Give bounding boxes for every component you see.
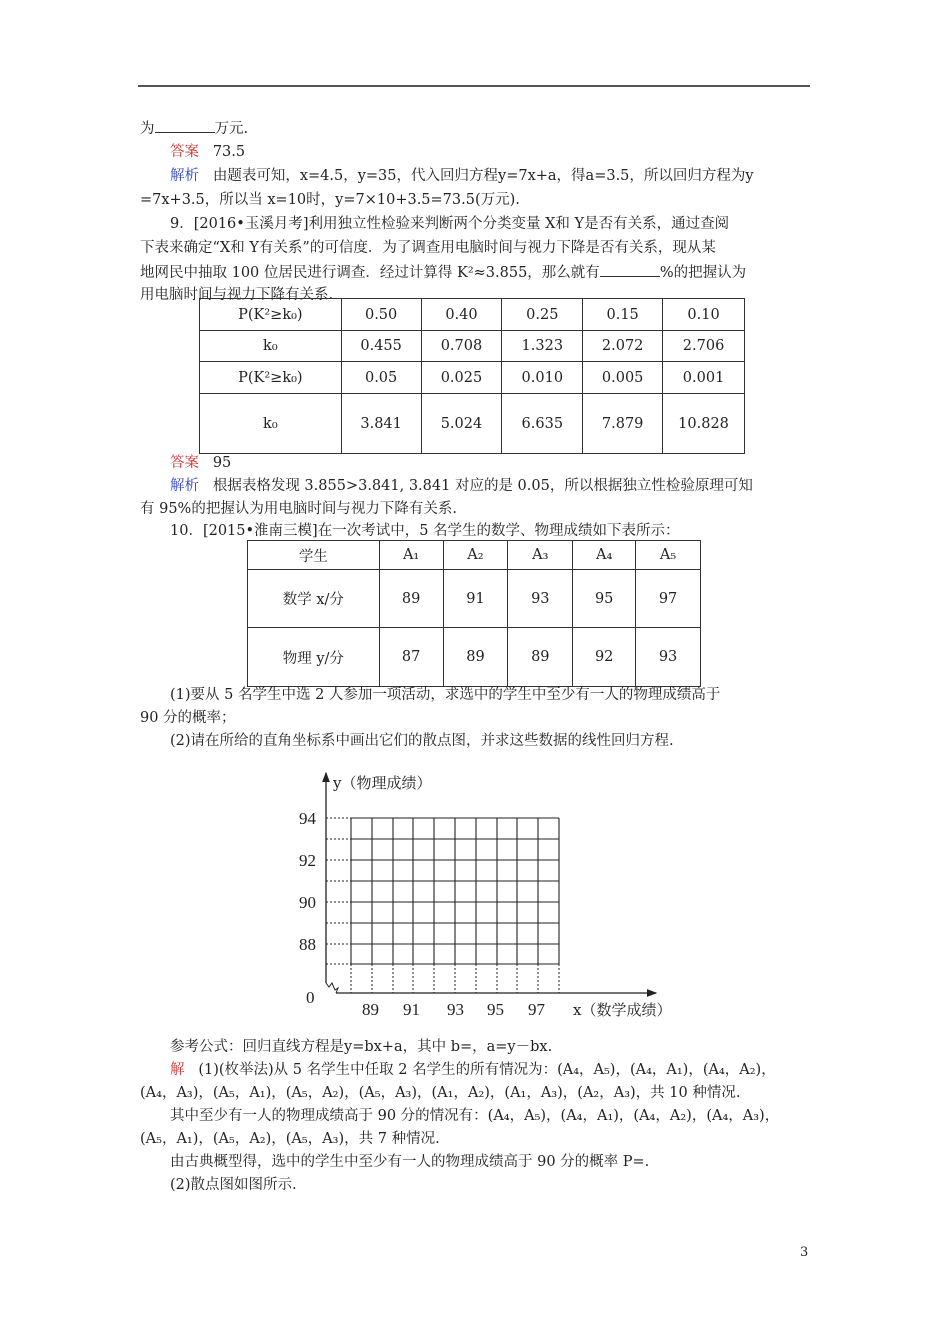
- q9-analysis: 解析 根据表格发现 3.855>3.841, 3.841 对应的是 0.05，所以根据独立性检验原理可知: [170, 478, 753, 494]
- y-axis-label: y（物理成绩）: [333, 774, 432, 792]
- x-tick: 95: [487, 1000, 504, 1019]
- answer-value: 73.5: [212, 144, 246, 160]
- solution-line6: (2)散点图如图所示.: [170, 1177, 297, 1193]
- table-row: 数学 x/分 89 91 93 95 97: [248, 570, 701, 628]
- q10-part2: (2)请在所给的直角坐标系中画出它们的散点图，并求这些数据的线性回归方程.: [170, 733, 674, 749]
- solution-label: 解: [170, 1062, 185, 1078]
- x-tick: 89: [362, 1000, 379, 1019]
- reference-formula: 参考公式：回归直线方程是y=bx+a，其中 b=，a=y－bx.: [170, 1039, 553, 1055]
- answer-blank: [600, 262, 660, 277]
- q9-line4: 用电脑时间与视力下降有关系.: [140, 287, 334, 303]
- axis-break-icon: [326, 983, 338, 993]
- prev-answer: [140, 142, 842, 162]
- table-row: 物理 y/分 87 89 89 92 93: [248, 628, 701, 687]
- scores-table: [247, 540, 701, 687]
- y-tick: 92: [299, 851, 316, 870]
- q9-answer: [140, 453, 842, 473]
- prev-question-tail: 为 万元.: [140, 118, 812, 139]
- table-row: k₀ 0.455 0.708 1.323 2.072 2.706: [200, 331, 745, 362]
- k2-critical-table: [199, 298, 745, 454]
- grid-lines: [351, 818, 559, 964]
- solution-line4: (A₅，A₁)，(A₅，A₂)，(A₅，A₃)，共 7 种情况.: [140, 1131, 440, 1147]
- prev-analysis: 解析 由题表可知，x=4.5，y=35，代入回归方程y=7x+a，得a=3.5，所以回归方程为y: [170, 168, 754, 184]
- q9-line3: 地网民中抽取 100 位居民进行调查．经过计算得 K²≈3.855，那么就有 %的把握认为: [140, 262, 812, 283]
- header-rule: [138, 85, 810, 87]
- q10-part1-cont: 90 分的概率；: [140, 710, 236, 726]
- dashed-guides: [326, 818, 559, 993]
- analysis-label: 解析: [170, 478, 199, 494]
- x-tick: 91: [403, 1000, 420, 1019]
- solution-line3: 其中至少有一人的物理成绩高于 90 分的情况有：(A₄，A₅)，(A₄，A₁)，(A₄，A₂)，(A₄，A₃)，: [170, 1108, 780, 1124]
- q10-line1: 10．[2015•淮南三模]在一次考试中，5 名学生的数学、物理成绩如下表所示：: [170, 523, 680, 539]
- y-tick: 94: [299, 809, 316, 828]
- y-tick: 90: [299, 893, 316, 912]
- answer-value: 95: [212, 455, 232, 471]
- page-number: 3: [800, 1245, 809, 1260]
- answer-blank: [155, 118, 215, 133]
- solution-line2: (A₄，A₃)，(A₅，A₁)，(A₅，A₂)，(A₅，A₃)，(A₁，A₂)，(A₁，A₃)，(A₂，A₃)，共 10 种情况.: [140, 1085, 741, 1101]
- q9-line2: 下表来确定“X和 Y有关系”的可信度．为了调查用电脑时间与视力下降是否有关系，现从某: [140, 240, 716, 256]
- table-row: k₀ 3.841 5.024 6.635 7.879 10.828: [200, 394, 745, 454]
- x-axis-label: x（数学成绩）: [573, 1001, 672, 1019]
- table-row: P(K²≥k₀) 0.50 0.40 0.25 0.15 0.10: [200, 299, 745, 331]
- x-tick: 93: [447, 1000, 464, 1019]
- table-header-row: 学生 A₁ A₂ A₃ A₄ A₅: [248, 541, 701, 570]
- answer-label: 答案: [170, 455, 199, 471]
- solution-line1: 解 (1)(枚举法)从 5 名学生中任取 2 名学生的所有情况为：(A₄，A₅)，(A₄，A₁)，(A₄，A₂)，: [170, 1062, 776, 1078]
- q10-part1: (1)要从 5 名学生中选 2 人参加一项活动，求选中的学生中至少有一人的物理成绩高于: [170, 687, 721, 703]
- analysis-label: 解析: [170, 168, 199, 184]
- solution-line5: 由古典概型得，选中的学生中至少有一人的物理成绩高于 90 分的概率 P=.: [170, 1154, 650, 1170]
- origin-label: 0: [306, 988, 315, 1007]
- table-row: P(K²≥k₀) 0.05 0.025 0.010 0.005 0.001: [200, 362, 745, 394]
- prev-analysis-cont: =7x+3.5，所以当 x=10时，y=7×10+3.5=73.5(万元).: [140, 192, 520, 208]
- x-tick: 97: [528, 1000, 545, 1019]
- q9-analysis-cont: 有 95%的把握认为用电脑时间与视力下降有关系.: [140, 501, 457, 517]
- coordinate-grid-chart: [280, 760, 700, 1030]
- answer-label: 答案: [170, 144, 199, 160]
- q9-line1: 9．[2016•玉溪月考]利用独立性检验来判断两个分类变量 X和 Y是否有关系，通过查阅: [170, 216, 730, 232]
- y-tick: 88: [299, 935, 316, 954]
